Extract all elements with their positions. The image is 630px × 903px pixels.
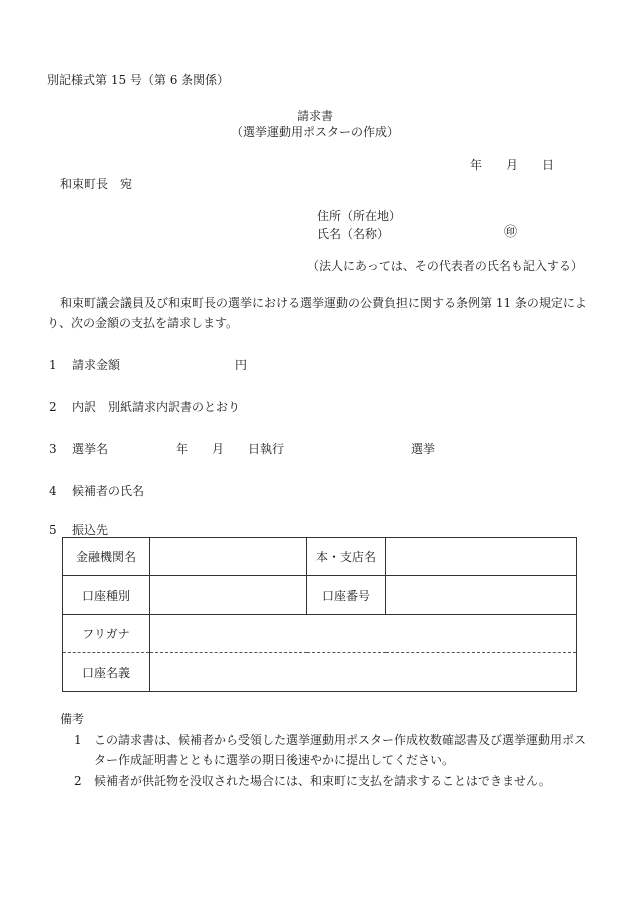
table-row xyxy=(63,653,577,692)
body-text-line1: 和束町議会議員及び和束町長の選挙における選挙運動の公費負担に関する条例第 11 条の規定によ xyxy=(60,296,587,310)
form-title: 請求書 xyxy=(296,109,333,123)
item-number: 3 xyxy=(49,442,57,456)
address-label: 住所（所在地） xyxy=(317,209,402,223)
item-number: 4 xyxy=(49,484,57,498)
notes-heading: 備考 xyxy=(60,712,85,726)
bank-name-field[interactable] xyxy=(150,538,307,576)
note-number: 2 xyxy=(74,774,82,788)
date-month: 月 xyxy=(506,158,519,172)
election-suffix: 選挙 xyxy=(411,442,436,456)
furigana-label: フリガナ xyxy=(63,615,150,653)
name-label: 氏名（名称） xyxy=(317,227,390,241)
bank-account-table xyxy=(62,537,577,692)
bank-name-label: 金融機関名 xyxy=(63,538,150,576)
item-number: 1 xyxy=(49,358,57,372)
account-type-label: 口座種別 xyxy=(63,576,150,615)
account-number-label: 口座番号 xyxy=(307,576,386,615)
seal-mark: ㊞ xyxy=(504,225,518,240)
form-subtitle: （選挙運動用ポスターの作成） xyxy=(230,125,399,139)
note-1-line2: ター作成証明書とともに選挙の期日後速やかに提出してください。 xyxy=(94,753,455,767)
claim-amount-label: 請求金額 xyxy=(72,358,121,372)
breakdown-label: 内訳 別紙請求内訳書のとおり xyxy=(72,400,241,414)
transfer-destination-label: 振込先 xyxy=(72,523,109,537)
note-1-line1: この請求書は、候補者から受領した選挙運動用ポスター作成枚数確認書及び選挙運動用ポス xyxy=(94,733,587,747)
table-row xyxy=(63,576,577,615)
item-number: 5 xyxy=(49,523,57,537)
account-holder-label: 口座名義 xyxy=(63,653,150,692)
form-number: 別記様式第 15 号（第 6 条関係） xyxy=(47,73,230,87)
table-row xyxy=(63,538,577,576)
applicant-note: （法人にあっては、その代表者の氏名も記入する） xyxy=(307,259,583,273)
body-text-line2: り、次の金額の支払を請求します。 xyxy=(47,316,239,330)
branch-name-field[interactable] xyxy=(386,538,577,576)
candidate-name-label: 候補者の氏名 xyxy=(72,484,145,498)
account-number-field[interactable] xyxy=(386,576,577,615)
note-number: 1 xyxy=(74,733,82,747)
election-month: 月 xyxy=(212,442,225,456)
account-holder-field[interactable] xyxy=(150,653,577,692)
note-2-line1: 候補者が供託物を没収された場合には、和束町に支払を請求することはできません。 xyxy=(94,774,551,788)
yen-unit: 円 xyxy=(235,358,248,372)
account-type-field[interactable] xyxy=(150,576,307,615)
election-year: 年 xyxy=(176,442,189,456)
furigana-field[interactable] xyxy=(150,615,577,653)
item-number: 2 xyxy=(49,400,57,414)
table-row xyxy=(63,615,577,653)
date-year: 年 xyxy=(470,158,483,172)
branch-name-label: 本・支店名 xyxy=(307,538,386,576)
addressee: 和束町長 宛 xyxy=(60,177,133,191)
election-day-executed: 日執行 xyxy=(248,442,285,456)
election-name-label: 選挙名 xyxy=(72,442,109,456)
date-day: 日 xyxy=(542,158,555,172)
